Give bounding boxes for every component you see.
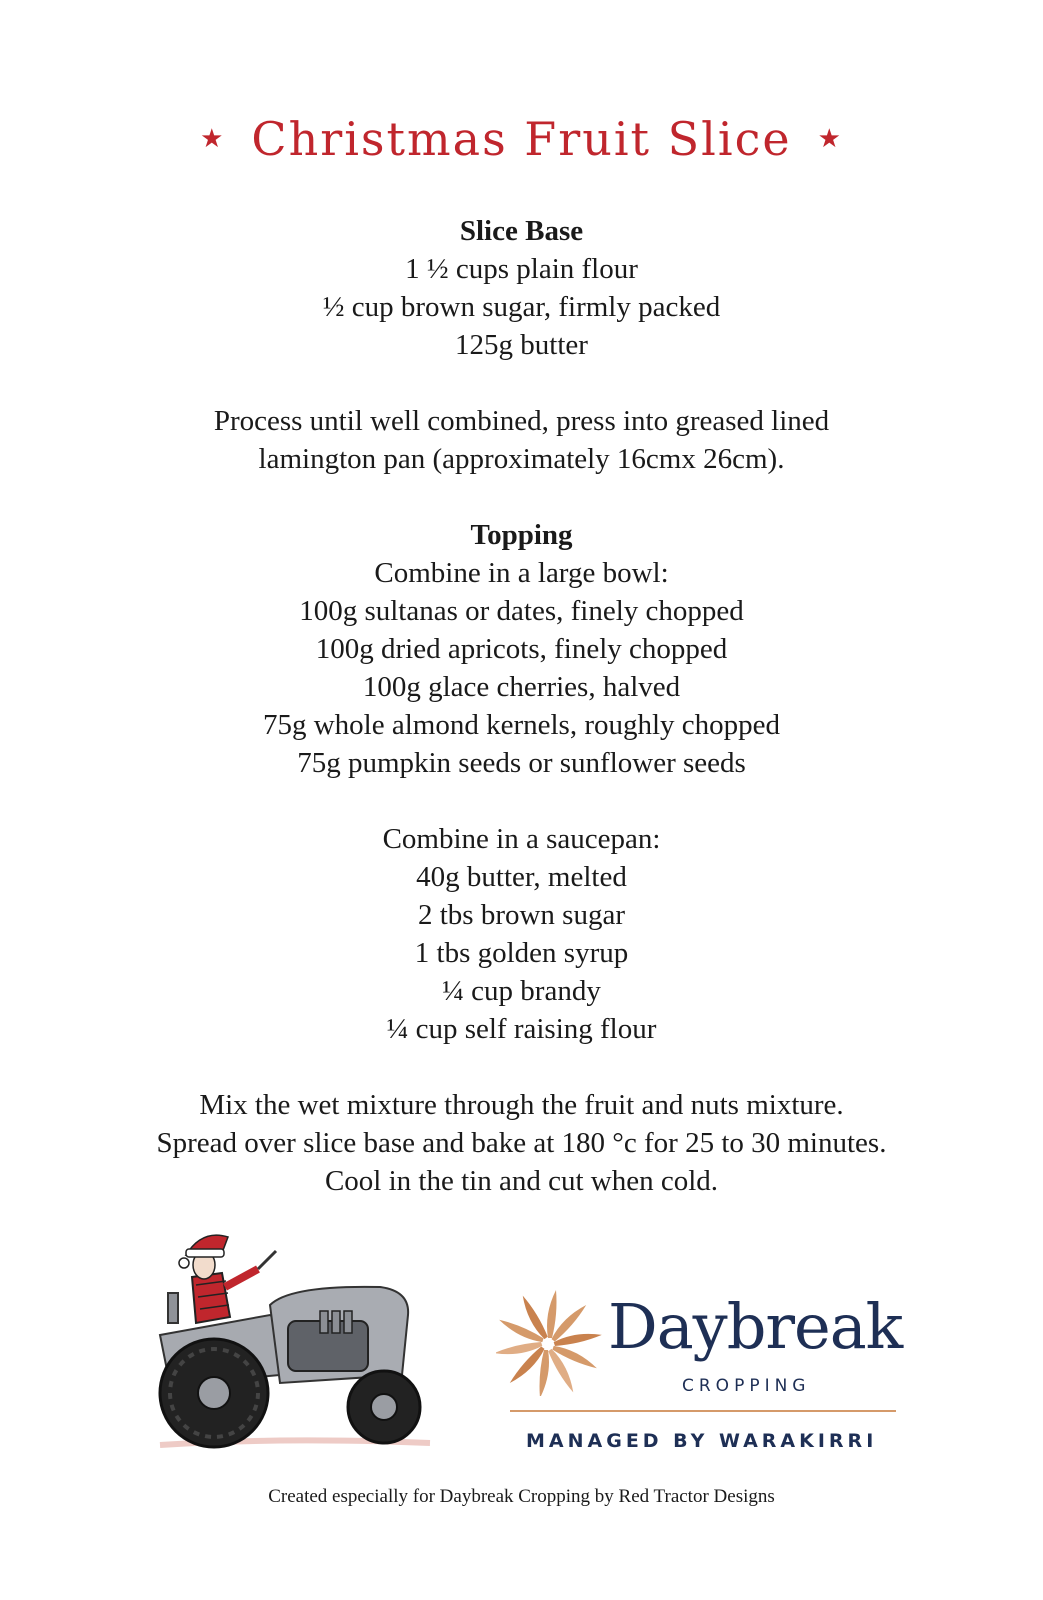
section-heading-slice-base: Slice Base <box>459 215 584 247</box>
logo-divider <box>510 1410 896 1412</box>
method-line: Mix the wet mixture through the fruit and nuts mixture. <box>199 1089 844 1121</box>
ingredient-line: 100g dried apricots, finely chopped <box>315 633 728 665</box>
recipe-title-text: Christmas Fruit Slice <box>251 112 792 166</box>
ingredient-line: ¼ cup self raising flour <box>386 1013 657 1045</box>
daybreak-logo <box>496 1282 906 1462</box>
logo-managed-by: MANAGED BY WARAKIRRI <box>526 1430 878 1452</box>
method-line: Process until well combined, press into greased lined <box>213 405 830 437</box>
method-line: Cool in the tin and cut when cold. <box>324 1165 719 1197</box>
method-line: Spread over slice base and bake at 180 °c for 25 to 30 minutes. <box>156 1127 887 1159</box>
ingredient-line: 40g butter, melted <box>416 861 627 893</box>
recipe-title <box>0 112 1043 166</box>
logo-subtitle: CROPPING <box>682 1376 811 1396</box>
saucepan-intro: Combine in a saucepan: <box>382 823 661 855</box>
star-icon: ★ <box>200 124 226 154</box>
ingredient-line: ½ cup brown sugar, firmly packed <box>322 291 721 323</box>
method-line: lamington pan (approximately 16cmx 26cm). <box>258 443 785 475</box>
recipe-body <box>0 212 1043 1200</box>
ingredient-line: 1 tbs golden syrup <box>414 937 629 969</box>
star-icon: ★ <box>817 124 843 154</box>
sunburst-icon <box>496 1286 606 1396</box>
logo-wordmark: Daybreak <box>608 1290 903 1363</box>
ingredient-line: 75g whole almond kernels, roughly chopped <box>262 709 781 741</box>
santa-tractor-icon <box>130 1225 440 1455</box>
ingredient-line: 125g butter <box>455 329 588 361</box>
ingredient-line: 100g sultanas or dates, finely chopped <box>299 595 744 627</box>
credit-line: Created especially for Daybreak Cropping by Red Tractor Designs <box>268 1486 775 1507</box>
ingredient-line: 2 tbs brown sugar <box>417 899 625 931</box>
ingredient-line: 1 ½ cups plain flour <box>405 253 638 285</box>
ingredient-line: ¼ cup brandy <box>442 975 601 1007</box>
bowl-intro: Combine in a large bowl: <box>374 557 669 589</box>
ingredient-line: 75g pumpkin seeds or sunflower seeds <box>297 747 746 779</box>
ingredient-line: 100g glace cherries, halved <box>362 671 681 703</box>
section-heading-topping: Topping <box>470 519 573 551</box>
